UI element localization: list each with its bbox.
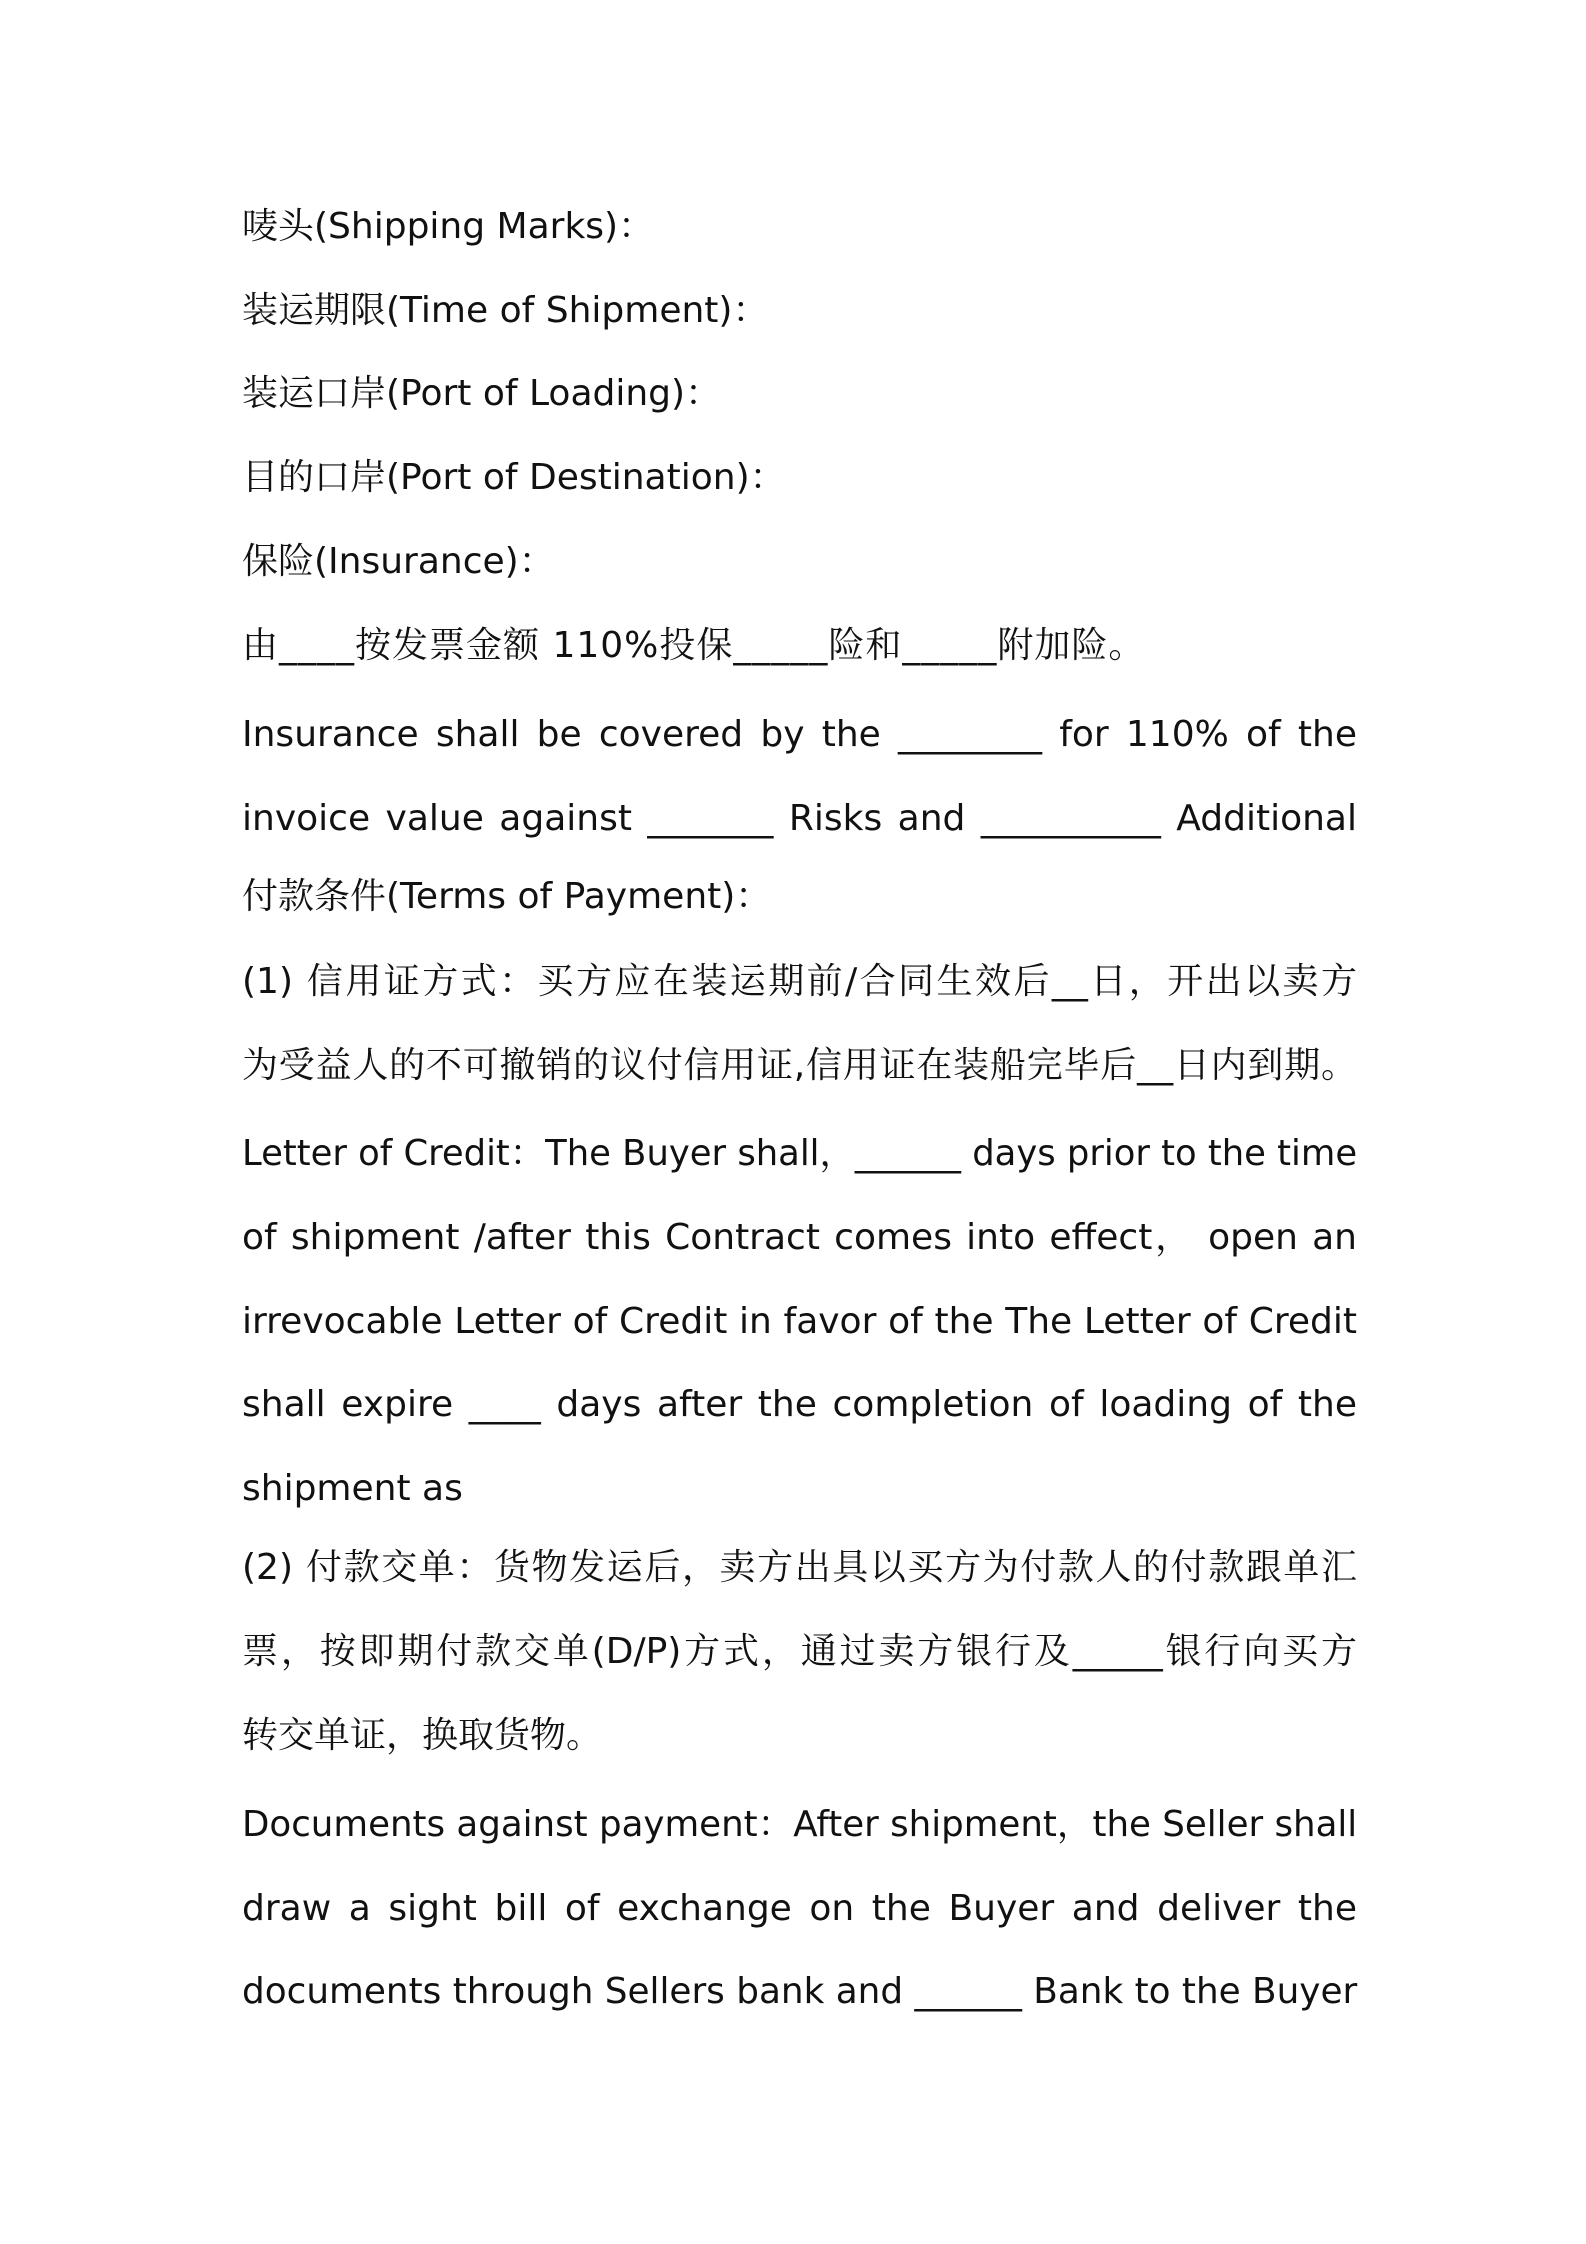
letter-of-credit-en-line-2: of shipment /after this Contract comes into effect， open an (242, 1217, 1357, 1258)
documents-against-payment-en-line-2: draw a sight bill of exchange on the Buyer and deliver the (242, 1888, 1357, 1929)
letter-of-credit-en-line-5: shipment as (242, 1468, 463, 1509)
insurance-clause-en-line-2: invoice value against _______ Risks and __________ Additional (242, 798, 1357, 839)
letter-of-credit-en-line-1: Letter of Credit：The Buyer shall，______ days prior to the time (242, 1133, 1358, 1174)
insurance-heading-line: 保险(Insurance)： (242, 541, 555, 582)
letter-of-credit-en-line-3: irrevocable Letter of Credit in favor of the The Letter of Credit (242, 1301, 1357, 1342)
documents-against-payment-en-line-3: documents through Sellers bank and ______ Bank to the Buyer (242, 1971, 1358, 2012)
documents-against-payment-cn-line-3: 转交单证，换取货物。 (242, 1715, 603, 1756)
letter-of-credit-en-line-4: shall expire ____ days after the completion of loading of the (242, 1384, 1357, 1425)
shipping-marks-line: 唛头(Shipping Marks)： (242, 206, 655, 247)
letter-of-credit-cn-line-1: (1) 信用证方式：买方应在装运期前/合同生效后__日，开出以卖方 (242, 961, 1357, 1002)
documents-against-payment-en-line-1: Documents against payment：After shipment，the Seller shall (242, 1804, 1358, 1845)
documents-against-payment-cn-line-1: (2) 付款交单：货物发运后，卖方出具以买方为付款人的付款跟单汇 (242, 1547, 1357, 1588)
insurance-clause-en-line-1: Insurance shall be covered by the ________ for 110% of the (242, 714, 1357, 755)
terms-of-payment-heading: 付款条件(Terms of Payment)： (242, 876, 772, 917)
insurance-clause-cn: 由____按发票金额 110%投保_____险和_____附加险。 (242, 625, 1146, 666)
time-of-shipment-line: 装运期限(Time of Shipment)： (242, 290, 769, 331)
letter-of-credit-cn-line-2: 为受益人的不可撤销的议付信用证,信用证在装船完毕后__日内到期。 (242, 1045, 1357, 1086)
documents-against-payment-cn-line-2: 票，按即期付款交单(D/P)方式，通过卖方银行及_____银行向买方 (242, 1631, 1357, 1672)
port-of-destination-line: 目的口岸(Port of Destination)： (242, 457, 786, 498)
port-of-loading-line: 装运口岸(Port of Loading)： (242, 373, 722, 414)
